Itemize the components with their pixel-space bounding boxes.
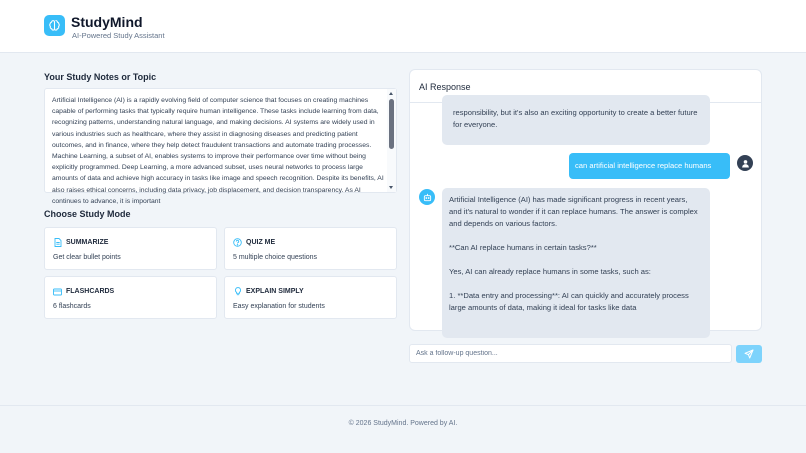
- notes-text: Artificial Intelligence (AI) is a rapidly evolving field of computer science that focuses on creating machines capable of performing tasks that typically require human intelligence. These tasks include learning from data, recognizing patterns, understanding natural language, and making decisions. AI systems are widely used in various industries such as healthcare, where they assist in diagnosing diseases and predicting patient outcomes, and in finance, where they help detect fraudulent transactions and automate trading processes. Machine Learning, a subset of AI, enables systems to improve their performance over time without being explicitly programmed. Deep Learning, a more advanced subset, uses neural networks to process large amounts of data and achieve high accuracy in tasks like image and speech recognition. Despite its benefits, AI also raises ethical concerns, including data privacy, job displacement, and decision transparency. As AI continues to advance, it is important: [52, 97, 384, 205]
- mode-label: EXPLAIN SIMPLY: [246, 288, 304, 295]
- scroll-thumb[interactable]: [389, 99, 394, 149]
- notes-section-title: Your Study Notes or Topic: [44, 72, 157, 82]
- footer-text: © 2026 StudyMind. Powered by AI.: [348, 420, 458, 427]
- ai-message: [442, 95, 710, 145]
- mode-label: SUMMARIZE: [66, 239, 109, 246]
- footer-divider: [0, 405, 806, 406]
- help-circle-icon: [233, 238, 242, 247]
- mode-summarize-button[interactable]: [44, 227, 217, 270]
- app-title: StudyMind: [71, 14, 143, 30]
- mode-label: QUIZ ME: [246, 239, 276, 246]
- notes-textarea[interactable]: [44, 88, 397, 205]
- message-paragraph: 1. **Data entry and processing**: AI can quickly and accurately process large amounts of data, making it ideal for tasks like data: [449, 291, 689, 312]
- app-header: [0, 0, 806, 53]
- send-button[interactable]: [736, 345, 762, 363]
- lightbulb-icon: [233, 287, 242, 296]
- ai-panel-title: AI Response: [419, 82, 471, 92]
- mode-quiz-button[interactable]: [224, 227, 397, 270]
- ai-avatar-icon: [419, 189, 435, 205]
- app-subtitle: AI-Powered Study Assistant: [72, 31, 165, 40]
- mode-flashcards-button[interactable]: [44, 276, 217, 319]
- chat-history[interactable]: [410, 103, 761, 330]
- scroll-up-icon[interactable]: [389, 92, 393, 95]
- message-text: responsibility, but it's also an exciting opportunity to create a better future for everyone.: [453, 108, 698, 129]
- mode-description: Get clear bullet points: [53, 254, 121, 261]
- message-paragraph: Artificial Intelligence (AI) has made significant progress in recent years, and it's natural to wonder if it can replace humans. The answer is complex and depends on various factors.: [449, 195, 698, 228]
- ai-response-panel: [409, 69, 762, 331]
- scroll-down-icon[interactable]: [389, 186, 393, 189]
- mode-label: FLASHCARDS: [66, 288, 115, 295]
- mode-explain-button[interactable]: [224, 276, 397, 319]
- ai-message: [442, 188, 710, 338]
- user-message: [569, 153, 730, 179]
- notes-scrollbar[interactable]: [387, 89, 396, 192]
- send-icon: [744, 349, 754, 359]
- cards-icon: [53, 287, 62, 296]
- followup-input[interactable]: [409, 344, 732, 363]
- message-text: can artificial intelligence replace humans: [575, 161, 712, 170]
- document-icon: [53, 238, 62, 247]
- message-paragraph: **Can AI replace humans in certain tasks?**: [449, 243, 597, 252]
- mode-description: 6 flashcards: [53, 303, 91, 310]
- mode-description: Easy explanation for students: [233, 303, 325, 310]
- mode-description: 5 multiple choice questions: [233, 254, 318, 261]
- user-avatar-icon: [737, 155, 753, 171]
- modes-section-title: Choose Study Mode: [44, 209, 131, 219]
- message-paragraph: Yes, AI can already replace humans in some tasks, such as:: [449, 267, 651, 276]
- brain-icon: [44, 15, 65, 36]
